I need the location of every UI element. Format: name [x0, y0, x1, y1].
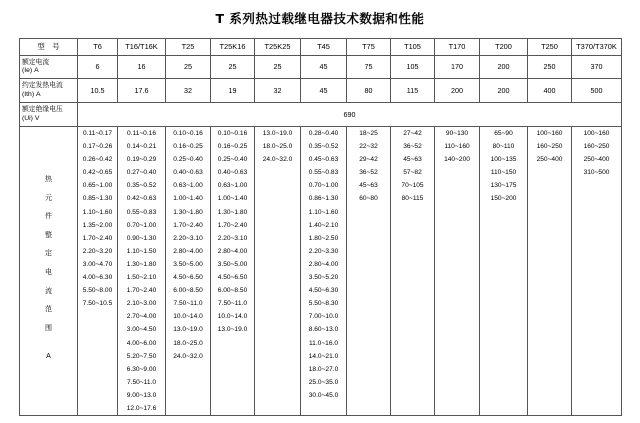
range-value: 100~160 [583, 130, 610, 137]
page-title: T 系列热过载继电器技术数据和性能 [215, 11, 425, 26]
range-value: 3.00~4.50 [126, 326, 157, 334]
range-value: 6.30~9.00 [126, 365, 157, 373]
label-char: 件 [45, 213, 52, 221]
range-value: 1.70~2.40 [173, 221, 203, 229]
range-value: 0.16~0.25 [173, 143, 203, 151]
range-value: 0.28~0.40 [308, 130, 339, 137]
range-value: 11.0~16.0 [308, 339, 339, 347]
range-value: 0.86~1.30 [308, 195, 339, 203]
range-value: 1.30~1.80 [173, 208, 203, 216]
range-column [166, 127, 211, 416]
range-label-stack [20, 127, 77, 360]
range-value: 110~160 [444, 143, 470, 151]
range-value: 1.30~1.80 [217, 208, 248, 216]
range-value: 18.0~25.0 [262, 143, 293, 151]
range-value: 0.45~0.63 [308, 156, 339, 164]
range-value: 65~90 [494, 130, 513, 137]
model-header: T370/T370K [572, 39, 622, 56]
range-value: 2.80~4.00 [308, 260, 339, 268]
range-value: 2.10~3.00 [126, 300, 157, 308]
range-value: 10.0~14.0 [217, 313, 248, 321]
range-value: 7.50~10.5 [82, 300, 113, 308]
range-value: 1.30~1.80 [126, 260, 157, 268]
insulation-voltage-row [20, 103, 622, 127]
range-column [391, 127, 435, 416]
range-value: 45~63 [403, 156, 422, 164]
range-value: 250~400 [536, 156, 563, 164]
model-header: T105 [391, 39, 435, 56]
table-cell: 16 [118, 56, 166, 79]
range-value: 0.10~0.16 [217, 130, 248, 137]
range-value: 24.0~32.0 [262, 156, 293, 164]
label-char: 热 [45, 176, 52, 183]
range-value: 25.0~35.0 [308, 378, 339, 386]
range-value: 0.25~0.40 [217, 156, 248, 164]
range-value: 10.0~14.0 [173, 313, 203, 321]
range-value: 0.85~1.30 [82, 195, 113, 203]
range-value: 7.50~11.0 [217, 300, 248, 308]
range-value: 0.10~0.16 [173, 130, 203, 137]
range-value: 160~250 [536, 143, 563, 151]
range-value: 6.00~8.50 [217, 287, 248, 295]
range-value: 110~150 [490, 169, 517, 177]
range-value: 0.40~0.63 [217, 169, 248, 177]
range-value: 1.70~2.40 [82, 234, 113, 242]
table-cell: 200 [480, 56, 528, 79]
table-cell: 75 [347, 56, 391, 79]
range-value: 18~25 [359, 130, 378, 137]
table-cell: 10.5 [78, 79, 118, 103]
table-cell: 6 [78, 56, 118, 79]
range-column [347, 127, 391, 416]
model-header: T45 [301, 39, 347, 56]
range-value: 13.0~19.0 [217, 326, 248, 334]
range-value: 2.20~3.10 [217, 234, 248, 242]
insulation-voltage-value: 690 [78, 103, 622, 127]
range-value: 60~80 [359, 195, 378, 203]
table-cell: 200 [480, 79, 528, 103]
model-header: T6 [78, 39, 118, 56]
range-value: 13.0~19.0 [262, 130, 293, 137]
table-cell: 250 [528, 56, 572, 79]
header-row [20, 39, 622, 56]
range-value: 150~200 [490, 195, 517, 203]
range-value: 13.0~19.0 [173, 326, 203, 334]
range-unit: A [46, 353, 51, 361]
insulation-voltage-label [20, 103, 78, 127]
range-value: 2.70~4.00 [126, 313, 157, 321]
range-value: 3.00~4.70 [82, 260, 113, 268]
range-value: 0.11~0.16 [126, 130, 157, 137]
model-header: T16/T16K [118, 39, 166, 56]
range-value: 2.80~4.00 [173, 247, 203, 255]
range-column [572, 127, 622, 416]
label-line: (Ui) V [22, 114, 40, 122]
range-value: 2.80~4.00 [217, 247, 248, 255]
label-char: 围 [45, 324, 52, 332]
thermal-current-row [20, 79, 622, 103]
range-value: 5.50~8.30 [308, 300, 339, 308]
label-line: 约定发热电流 [22, 82, 63, 90]
range-value: 0.63~1.00 [173, 182, 203, 190]
range-column [118, 127, 166, 416]
range-value: 3.50~5.20 [308, 274, 339, 282]
range-value: 1.10~1.60 [308, 208, 339, 216]
range-value: 5.50~8.00 [82, 287, 113, 295]
label-char: 流 [45, 287, 52, 295]
range-column [301, 127, 347, 416]
table-cell: 45 [301, 56, 347, 79]
range-value: 1.70~2.40 [126, 287, 157, 295]
table-cell: 17.6 [118, 79, 166, 103]
range-value: 1.10~1.50 [126, 247, 157, 255]
rated-current-row [20, 56, 622, 79]
table-cell: 32 [166, 79, 211, 103]
range-value: 130~175 [490, 182, 517, 190]
range-value: 0.27~0.40 [126, 169, 157, 177]
label-char: 整 [45, 231, 52, 239]
range-value: 0.25~0.40 [173, 156, 203, 164]
table-cell: 105 [391, 56, 435, 79]
range-value: 1.10~1.60 [82, 208, 113, 216]
range-value: 0.70~1.00 [126, 221, 157, 229]
range-value: 0.65~1.00 [82, 182, 113, 190]
range-value: 1.50~2.10 [126, 274, 157, 282]
range-value: 0.40~0.63 [173, 169, 203, 177]
range-column [480, 127, 528, 416]
range-value: 45~63 [359, 182, 378, 190]
range-value: 1.80~2.50 [308, 234, 339, 242]
table-cell: 115 [391, 79, 435, 103]
range-value: 1.40~2.10 [308, 221, 339, 229]
range-value: 0.55~0.83 [126, 208, 157, 216]
spec-table [19, 38, 622, 416]
range-value: 0.42~0.65 [82, 169, 113, 177]
thermal-current-label [20, 79, 78, 103]
range-value: 14.0~21.0 [308, 352, 339, 360]
model-header: T170 [435, 39, 480, 56]
range-value: 100~135 [490, 156, 517, 164]
range-value: 80~110 [492, 143, 515, 151]
range-value: 1.35~2.00 [82, 221, 113, 229]
range-value: 4.00~6.00 [126, 339, 157, 347]
model-header: T25 [166, 39, 211, 56]
range-value: 1.00~1.40 [217, 195, 248, 203]
model-header: T200 [480, 39, 528, 56]
range-value: 7.50~11.0 [173, 300, 203, 308]
label-line: 额定电流 [22, 58, 50, 66]
range-value: 30.0~45.0 [308, 391, 339, 399]
range-value: 0.19~0.29 [126, 156, 157, 164]
label-char: 定 [45, 250, 52, 258]
range-value: 0.11~0.17 [82, 130, 113, 137]
label-char: 元 [45, 194, 52, 202]
range-value: 8.60~13.0 [308, 326, 339, 334]
range-value: 27~42 [403, 130, 422, 137]
model-header: T25K16 [211, 39, 255, 56]
table-cell: 32 [255, 79, 301, 103]
range-value: 12.0~17.6 [126, 404, 157, 412]
label-char: 电 [45, 268, 52, 276]
range-column [528, 127, 572, 416]
range-value: 3.50~5.00 [217, 260, 248, 268]
range-value: 0.55~0.83 [308, 169, 339, 177]
range-value: 5.20~7.50 [126, 352, 157, 360]
range-value: 140~200 [444, 156, 470, 164]
label-line: (Ie) A [22, 67, 39, 74]
range-column [435, 127, 480, 416]
setting-range-label [20, 127, 78, 416]
range-value: 57~82 [403, 169, 422, 177]
range-value: 7.00~10.0 [308, 313, 339, 321]
range-value: 250~400 [583, 156, 610, 164]
range-value: 0.35~0.52 [308, 143, 339, 151]
range-value: 4.50~6.30 [308, 287, 339, 295]
model-header: T75 [347, 39, 391, 56]
range-value: 0.26~0.42 [82, 156, 113, 164]
range-value: 0.14~0.21 [126, 143, 157, 151]
table-cell: 80 [347, 79, 391, 103]
range-value: 6.00~8.50 [173, 287, 203, 295]
range-value: 0.17~0.26 [82, 143, 113, 151]
range-value: 36~52 [403, 143, 422, 151]
table-cell: 25 [211, 56, 255, 79]
range-value: 4.50~6.50 [217, 274, 248, 282]
range-value: 4.00~6.30 [82, 274, 113, 282]
range-value: 2.20~3.20 [82, 247, 113, 255]
range-value: 1.00~1.40 [173, 195, 203, 203]
range-value: 18.0~25.0 [173, 339, 203, 347]
range-value: 1.70~2.40 [217, 221, 248, 229]
range-value: 2.20~3.10 [173, 234, 203, 242]
model-header: T25K25 [255, 39, 301, 56]
table-cell: 370 [572, 56, 622, 79]
table-cell: 25 [255, 56, 301, 79]
range-value: 310~500 [583, 169, 610, 177]
label-line: (Ith) A [22, 90, 41, 98]
range-value: 7.50~11.0 [126, 378, 157, 386]
range-value: 80~115 [401, 195, 424, 203]
range-value: 24.0~32.0 [173, 352, 203, 360]
range-value: 0.70~1.00 [308, 182, 339, 190]
range-value: 100~160 [536, 130, 563, 137]
range-value: 0.16~0.25 [217, 143, 248, 151]
range-value: 0.63~1.00 [217, 182, 248, 190]
range-value: 22~32 [359, 143, 378, 151]
range-column [255, 127, 301, 416]
range-value: 160~250 [583, 143, 610, 151]
range-value: 36~52 [359, 169, 378, 177]
table-cell: 19 [211, 79, 255, 103]
range-value: 0.42~0.63 [126, 195, 157, 203]
table-cell: 170 [435, 56, 480, 79]
setting-range-row [20, 127, 622, 416]
table-cell: 45 [301, 79, 347, 103]
type-label: 型 号 [20, 39, 78, 56]
range-value: 2.20~3.30 [308, 247, 339, 255]
model-header: T250 [528, 39, 572, 56]
range-value: 0.90~1.30 [126, 234, 157, 242]
range-column [78, 127, 118, 416]
label-line: 额定绝缘电压 [22, 106, 63, 114]
range-value: 70~105 [401, 182, 424, 190]
range-value: 4.50~6.50 [173, 274, 203, 282]
range-value: 0.35~0.52 [126, 182, 157, 190]
range-value: 90~130 [445, 130, 469, 137]
range-value: 9.00~13.0 [126, 391, 157, 399]
table-cell: 25 [166, 56, 211, 79]
table-cell: 200 [435, 79, 480, 103]
table-cell: 400 [528, 79, 572, 103]
range-column [211, 127, 255, 416]
range-value: 18.0~27.0 [308, 365, 339, 373]
range-value: 3.50~5.00 [173, 260, 203, 268]
rated-current-label [20, 56, 78, 79]
range-value: 29~42 [359, 156, 378, 164]
label-char: 范 [45, 306, 52, 314]
table-cell: 500 [572, 79, 622, 103]
